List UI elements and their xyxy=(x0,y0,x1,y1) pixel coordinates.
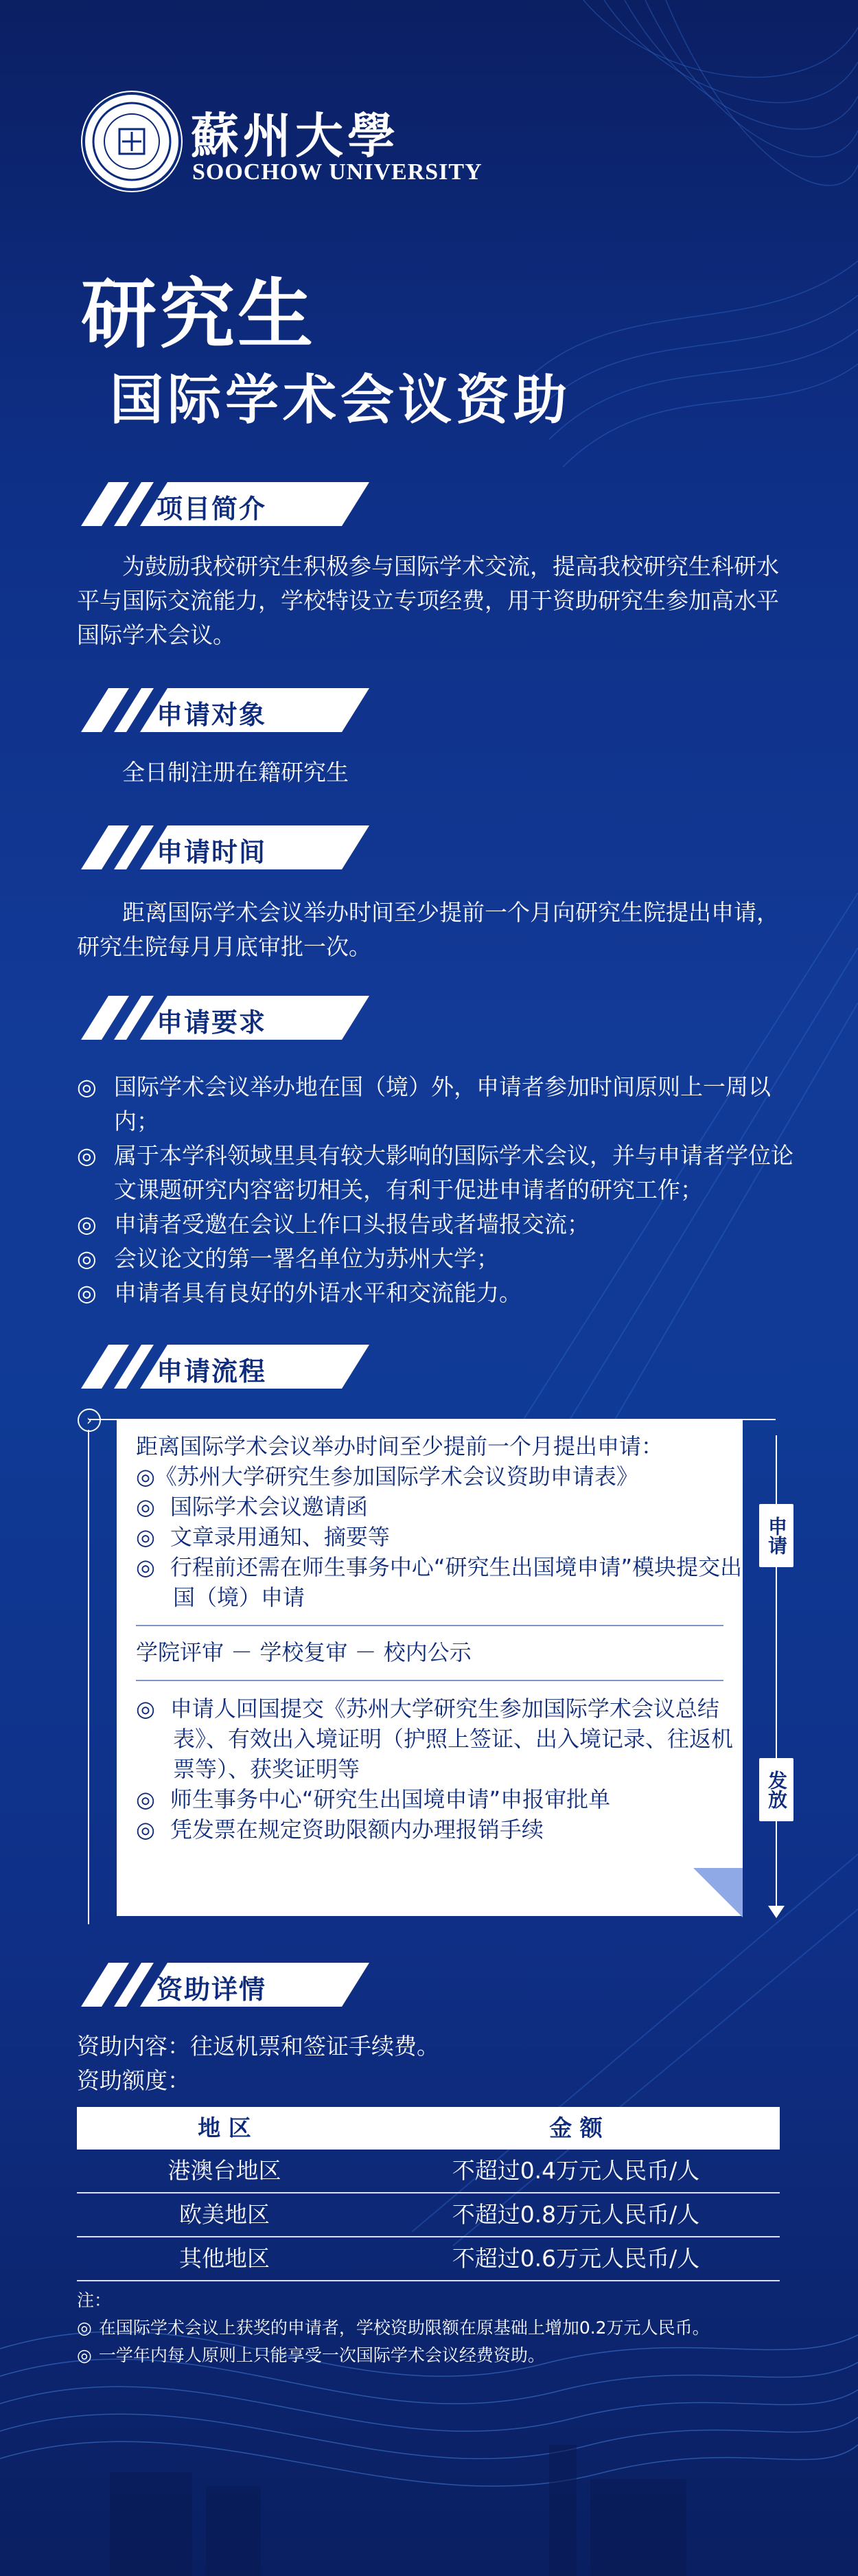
divider xyxy=(136,1625,723,1626)
step3-item: ◎ 师生事务中心“研究生出国境申请”申报审批单 xyxy=(136,1786,611,1812)
section-title: 项目简介 xyxy=(156,494,267,524)
process-left-line xyxy=(88,1430,89,1924)
target-text: 全日制注册在籍研究生 xyxy=(122,759,349,786)
section-header-intro xyxy=(81,482,342,526)
step1-item: ◎ 国际学术会议邀请函 xyxy=(136,1494,368,1520)
university-seal-icon xyxy=(81,91,183,192)
time-text: 距离国际学术会议举办时间至少提前一个月向研究生院提出申请，研究生院每月月底审批一次。 xyxy=(77,899,779,960)
section-header-time xyxy=(81,825,342,869)
bullet-icon: ◎ xyxy=(77,1279,97,1306)
region-cell: 欧美地区 xyxy=(179,2201,270,2228)
step3-item: ◎ 凭发票在规定资助限额内办理报销手续 xyxy=(136,1816,544,1843)
amount-cell: 不超过0.8万元人民币/人 xyxy=(452,2201,700,2228)
process-card xyxy=(117,1420,743,1916)
section-title: 申请要求 xyxy=(156,1007,267,1038)
funding-content: 资助内容：往返机票和签证手续费。 xyxy=(77,2033,439,2060)
header-region: 地 区 xyxy=(198,2115,251,2141)
section-title: 申请时间 xyxy=(156,837,267,867)
step1-item: ◎ 行程前还需在师生事务中心“研究生出国境申请”模块提交出国（境）申请 xyxy=(136,1554,743,1610)
bullet-icon: ◎ xyxy=(136,1816,155,1843)
table-row xyxy=(77,2150,780,2193)
section-header-funding xyxy=(81,1963,342,2007)
page-title: 研究生 xyxy=(81,271,316,358)
notes-label: 注： xyxy=(77,2290,112,2310)
bullet-icon: ◎ xyxy=(136,1786,155,1812)
funding-table-header xyxy=(77,2107,780,2150)
bullet-icon: ◎ xyxy=(77,2318,92,2338)
bullet-icon: ◎ xyxy=(77,1245,97,1272)
bullet-icon: ◎ xyxy=(77,1211,97,1238)
bullet-icon: ◎ xyxy=(136,1494,155,1520)
note-item: ◎ 一学年内每人原则上只能享受一次国际学术会议经费资助。 xyxy=(77,2345,545,2365)
list-item: ◎ 申请者具有良好的外语水平和交流能力。 xyxy=(77,1276,804,1310)
region-cell: 港澳台地区 xyxy=(167,2157,281,2184)
step2-text: 学院评审 － 学校复审 － 校内公示 xyxy=(136,1639,472,1665)
section-header-requirements xyxy=(81,996,342,1040)
header-amount: 金 额 xyxy=(549,2115,603,2141)
step1-heading: 距离国际学术会议举办时间至少提前一个月提出申请： xyxy=(136,1433,664,1459)
amount-cell: 不超过0.6万元人民币/人 xyxy=(452,2245,700,2272)
bullet-icon: ◎ xyxy=(136,1554,155,1580)
funding-amount-label: 资助额度： xyxy=(77,2067,190,2094)
step1-item: ◎ 文章录用通知、摘要等 xyxy=(136,1524,390,1550)
page-fold-icon xyxy=(693,1868,743,1917)
table-row xyxy=(77,2193,780,2237)
amount-cell: 不超过0.4万元人民币/人 xyxy=(452,2157,700,2184)
intro-text: 为鼓励我校研究生积极参与国际学术交流，提高我校研究生科研水平与国际交流能力，学校特设立专项经费，用于资助研究生参加高水平国际学术会议。 xyxy=(77,553,779,648)
tag-disburse: 发放 xyxy=(759,1758,793,1821)
note-item: ◎ 在国际学术会议上获奖的申请者，学校资助限额在原基础上增加0.2万元人民币。 xyxy=(77,2318,710,2338)
list-item: ◎ 会议论文的第一署名单位为苏州大学； xyxy=(77,1242,804,1276)
bullet-icon: ◎ xyxy=(77,1142,97,1169)
page-subtitle: 国际学术会议资助 xyxy=(110,369,572,431)
section-title: 资助详情 xyxy=(156,1974,267,2005)
university-name-cn: 蘇州大學 xyxy=(191,107,399,164)
section-title: 申请流程 xyxy=(156,1356,267,1387)
list-item: ◎ 国际学术会议举办地在国（境）外，申请者参加时间原则上一周以内； xyxy=(77,1070,804,1139)
section-header-target xyxy=(81,688,342,732)
section-title: 申请对象 xyxy=(156,700,267,730)
bullet-icon: ◎ xyxy=(77,2345,92,2365)
university-logo xyxy=(81,91,183,192)
bullet-icon: ◎ xyxy=(77,1073,97,1100)
arrow-down-icon xyxy=(768,1906,785,1918)
tag-apply: 申请 xyxy=(759,1504,793,1567)
section-header-process xyxy=(81,1345,342,1389)
bullet-icon: ◎ xyxy=(136,1463,155,1490)
table-row xyxy=(77,2237,780,2281)
bullet-icon: ◎ xyxy=(136,1696,155,1722)
chevron-right-icon: › xyxy=(78,1409,101,1432)
step3-item: ◎ 申请人回国提交《苏州大学研究生参加国际学术会议总结表》、有效出入境证明（护照上签证、出入境记录、往返机票等）、获奖证明等 xyxy=(136,1696,734,1782)
bullet-icon: ◎ xyxy=(136,1524,155,1550)
region-cell: 其他地区 xyxy=(179,2245,270,2272)
step1-item: ◎《苏州大学研究生参加国际学术会议资助申请表》 xyxy=(136,1463,638,1490)
requirements-list xyxy=(77,1070,804,1310)
divider xyxy=(136,1680,723,1681)
list-item: ◎ 属于本学科领域里具有较大影响的国际学术会议，并与申请者学位论文课题研究内容密切相关，有利于促进申请者的研究工作； xyxy=(77,1139,804,1207)
university-name-en: SOOCHOW UNIVERSITY xyxy=(192,159,483,185)
list-item: ◎ 申请者受邀在会议上作口头报告或者墙报交流； xyxy=(77,1207,804,1242)
